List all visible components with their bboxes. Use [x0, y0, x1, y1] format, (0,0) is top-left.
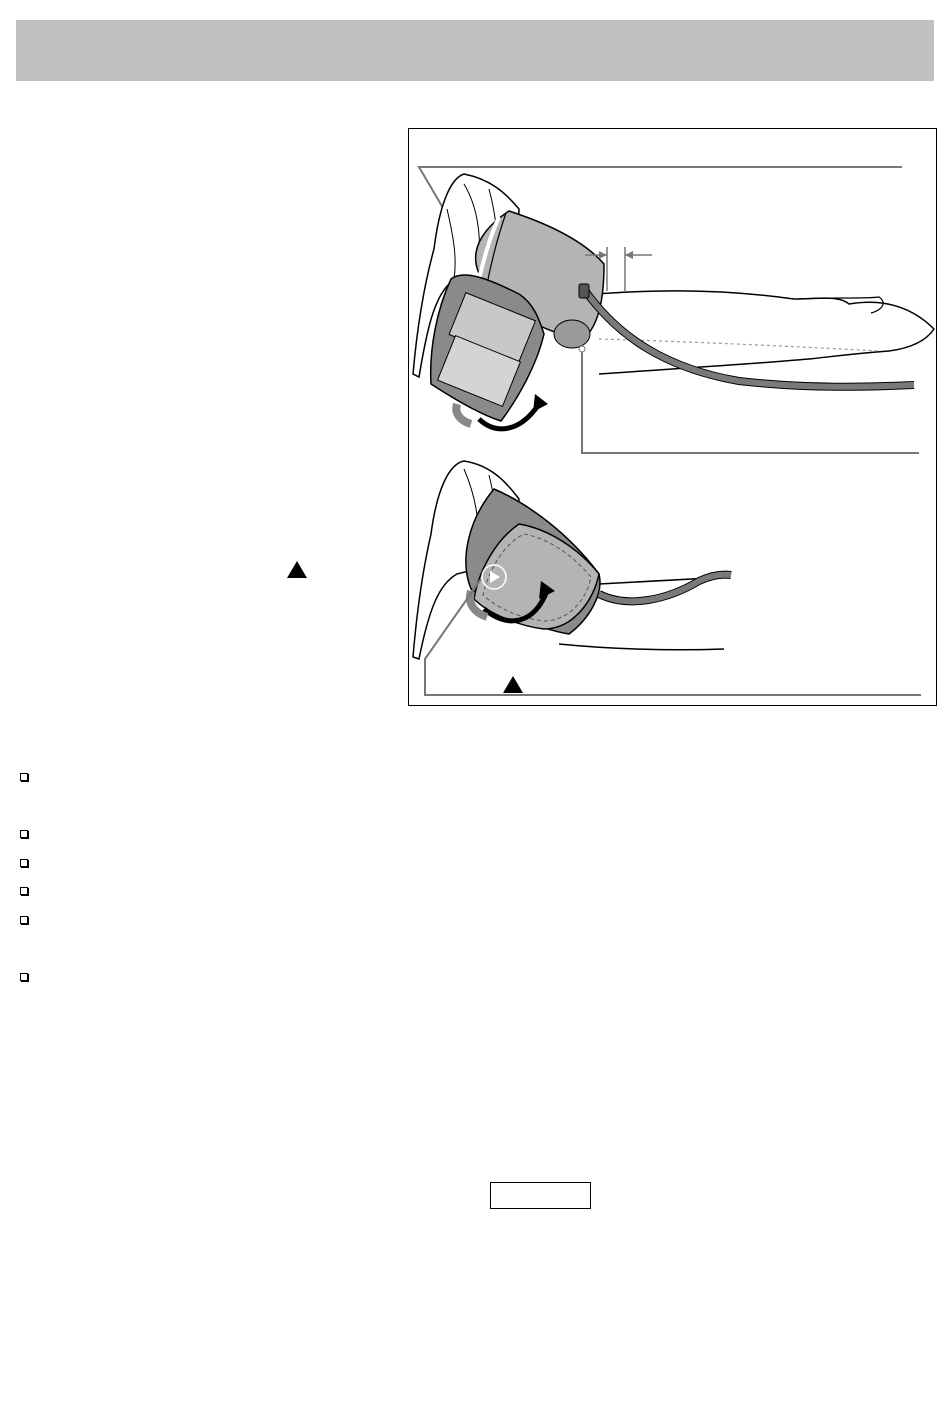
- checklist-item: [20, 887, 29, 896]
- triangle-marker-figure-icon: [503, 676, 523, 693]
- top-panel-illustration: [413, 167, 934, 453]
- checkbox-icon: [20, 830, 28, 838]
- checklist-item: [20, 859, 29, 868]
- checkbox-icon: [20, 916, 28, 924]
- checkbox-icon: [20, 859, 28, 867]
- checklist-item: [20, 916, 29, 925]
- cuff-illustration-figure: [408, 128, 937, 706]
- cuff-illustration-svg: [409, 129, 937, 706]
- checklist-item: [20, 773, 29, 782]
- page-number-box: [490, 1182, 591, 1209]
- triangle-marker-icon: [287, 561, 307, 578]
- bottom-panel-illustration: [413, 461, 921, 695]
- checkbox-icon: [20, 773, 28, 781]
- checklist-item: [20, 973, 29, 982]
- checklist-item: [20, 830, 29, 839]
- checkbox-icon: [20, 973, 28, 981]
- header-bar: [16, 20, 934, 81]
- checkbox-icon: [20, 887, 28, 895]
